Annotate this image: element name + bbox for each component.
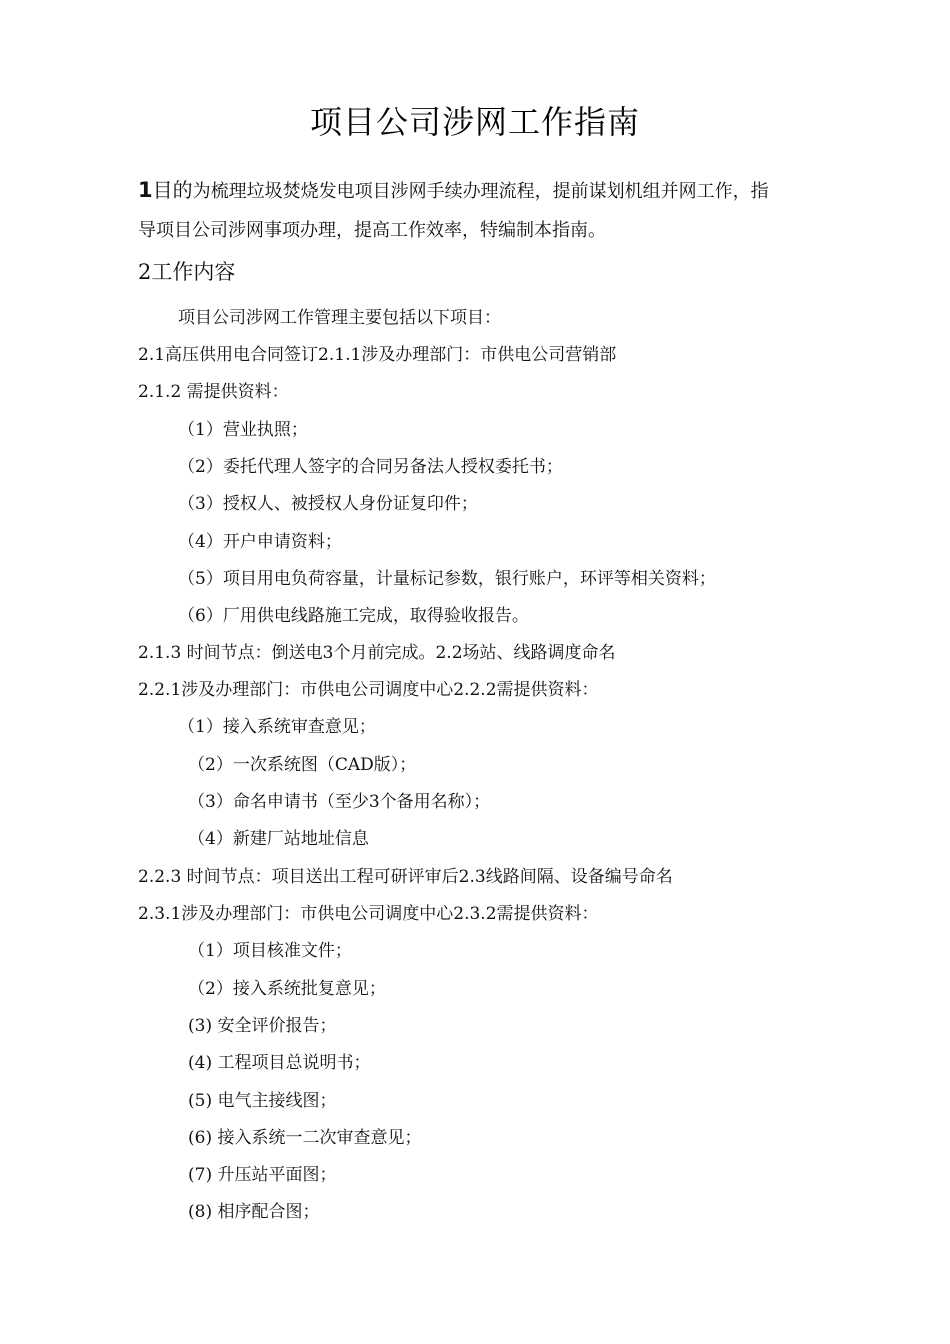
item-2-2-1-line: 2.2.1涉及办理部门：市供电公司调度中心2.2.2需提供资料： xyxy=(138,680,599,700)
document-title: 项目公司涉网工作指南 xyxy=(309,103,640,141)
list-item: (6) 接入系统一二次审查意见； xyxy=(188,1128,422,1148)
list-item: (5) 电气主接线图； xyxy=(188,1091,337,1111)
list-item: （3）授权人、被授权人身份证复印件； xyxy=(178,494,478,514)
item-2-1-line: 2.1高压供用电合同签订2.1.1涉及办理部门：市供电公司营销部 xyxy=(138,345,617,365)
section1-heading: 目的 xyxy=(152,178,193,202)
list-item: (8) 相序配合图； xyxy=(188,1202,320,1222)
section1-text-line1: 为梳理垃圾焚烧发电项目涉网手续办理流程，提前谋划机组并网工作，指 xyxy=(192,181,769,202)
section2-title: 2工作内容 xyxy=(138,260,236,284)
list-item: （4）新建厂站地址信息 xyxy=(188,829,369,849)
list-item: (7) 升压站平面图； xyxy=(188,1165,337,1185)
list-item: （1）项目核准文件； xyxy=(188,941,352,961)
list-item: （6）厂用供电线路施工完成，取得验收报告。 xyxy=(178,606,529,626)
section1-number: 1 xyxy=(138,178,153,202)
list-item: （1）接入系统审查意见； xyxy=(178,717,376,737)
item-2-3-1-line: 2.3.1涉及办理部门：市供电公司调度中心2.3.2需提供资料： xyxy=(138,904,599,924)
list-item: （5）项目用电负荷容量，计量标记参数，银行账户，环评等相关资料； xyxy=(178,569,716,589)
list-item: （2）接入系统批复意见； xyxy=(188,979,386,999)
item-2-1-2-line: 2.1.2 需提供资料： xyxy=(138,382,289,402)
list-item: (3) 安全评价报告； xyxy=(188,1016,337,1036)
list-item: （3）命名申请书（至少3个备用名称）； xyxy=(188,792,491,812)
list-item: （2）一次系统图（CAD版）； xyxy=(188,755,417,775)
list-item: （1）营业执照； xyxy=(178,420,308,440)
section1-line2: 导项目公司涉网事项办理，提高工作效率，特编制本指南。 xyxy=(138,220,606,241)
item-2-1-3-line: 2.1.3 时间节点：倒送电3个月前完成。2.2场站、线路调度命名 xyxy=(138,643,616,663)
list-item: （4）开户申请资料； xyxy=(178,532,342,552)
list-item: (4) 工程项目总说明书； xyxy=(188,1053,371,1073)
section1-line1 xyxy=(138,177,769,205)
list-item: （2）委托代理人签字的合同另备法人授权委托书； xyxy=(178,457,563,477)
intro-line: 项目公司涉网工作管理主要包括以下项目： xyxy=(178,308,501,328)
item-2-2-3-line: 2.2.3 时间节点：项目送出工程可研评审后2.3线路间隔、设备编号命名 xyxy=(138,867,673,887)
